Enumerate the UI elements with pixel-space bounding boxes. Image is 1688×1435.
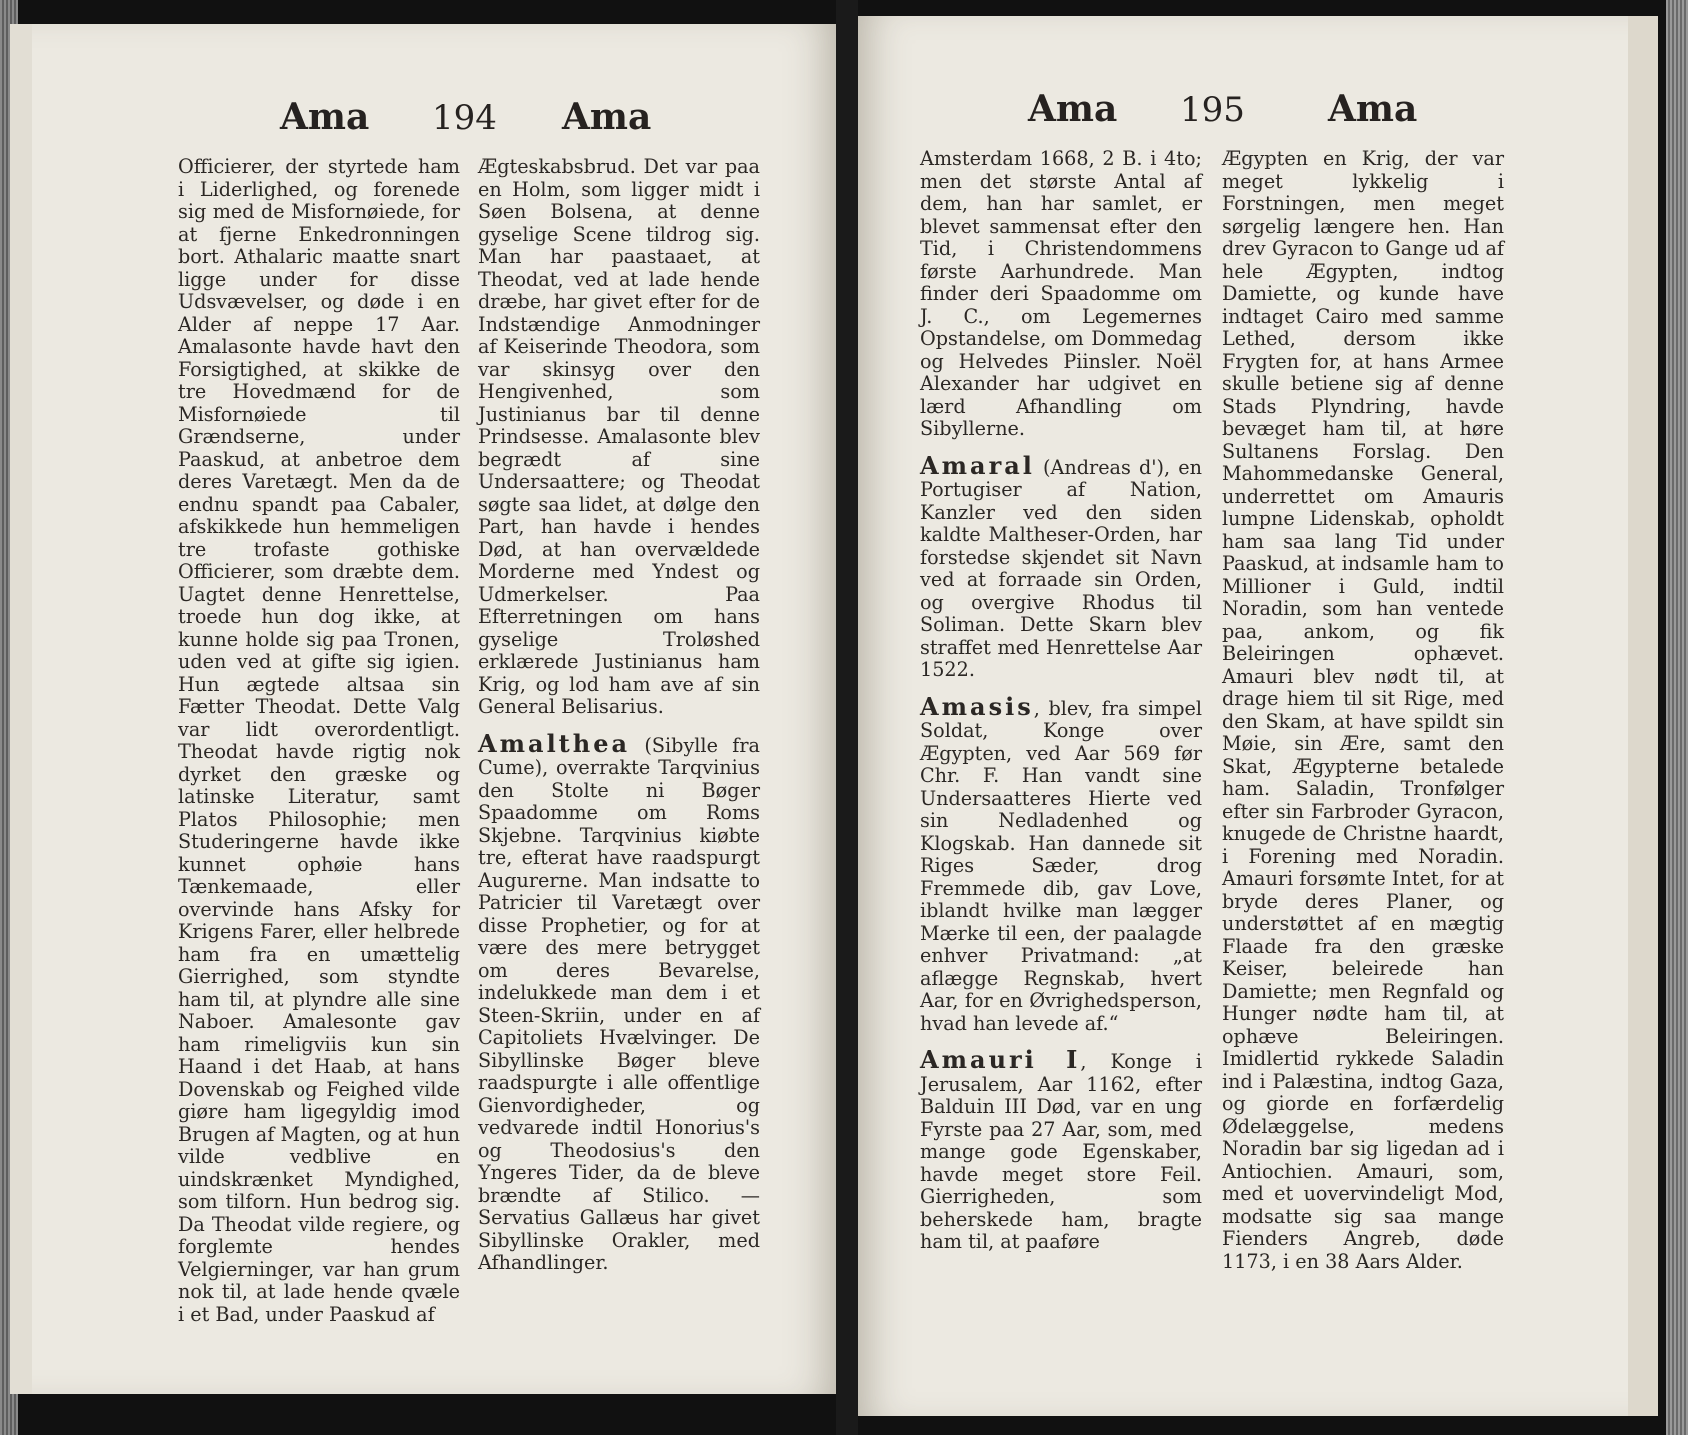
right-page-column-1 (920, 148, 1202, 1254)
entry-amasis-text: , blev, fra simpel Soldat, Konge over Ægypten, ved Aar 569 før Chr. F. Han vandt sine Undersaatteres Hierte ved sin Nedladenhed og Klogskab. Han dannede sit Riges Sæder, drog Fremmede dib, gav Love, iblandt hvilke man lægger Mærke til een, der paalagde enhver Privatmand: „at aflægge Regnskab, hvert Aar, for en Øvrighedsperson, hvad han levede af.“ (920, 696, 1202, 1035)
left-page-number: 194 (432, 98, 497, 138)
entry-amaral-lemma: Amaral (920, 450, 1035, 480)
entry-amasis-lemma: Amasis (920, 691, 1034, 721)
right-book-edge (1666, 0, 1688, 1435)
right-page-header (858, 88, 1628, 138)
right-header-headword-right: Ama (1328, 88, 1418, 130)
entry-amauri-lemma: Amauri I (920, 1045, 1081, 1074)
left-col1-text: Officierer, der styrtede ham i Liderlighed, og forenede sig med de Misfornøiede, for at fjerne Enkedronningen bort. Athalaric maatte snart ligge under for disse Udsvævelser, og døde i en Alder af neppe 17 Aar. Amalasonte havde havt den Forsigtighed, at skikke de tre Hovedmænd for de Misfornøiede til Grændserne, under Paaskud, at anbetroe dem deres Varetægt. Men da de endnu spandt paa Cabaler, afskikkede hun hemmeligen tre trofaste gothiske Officierer, som dræbte dem. Uagtet denne Henrettelse, troede hun dog ikke, at kunne holde sig paa Tronen, uden ved at gifte sig igien. Hun ægtede altsaa sin Fætter Theodat. Dette Valg var lidt overordentligt. Theodat havde rigtig nok dyrket den græske og latinske Literatur, samt Platos Philosophie; men Studeringerne havde ikke kunnet ophøie hans Tænkemaade, eller overvinde hans Afsky for Krigens Farer, eller helbrede ham fra en umættelig Gierrighed, som styndte ham til, at plyndre alle sine Naboer. Amalesonte gav ham rimeligviis kun sin Haand i det Haab, at hans Dovenskab og Feighed vilde giøre ham ligegyldig imod Brugen af Magten, og at hun vilde vedblive en uindskrænket Myndighed, som tilforn. Hun bedrog sig. Da Theodat vilde regiere, og forglemte hendes Velgierninger, var han grum nok til, at lade hende qvæle i et Bad, under Paaskud af (178, 155, 460, 1326)
left-header-headword-right: Ama (562, 96, 652, 138)
right-col2-text: Ægypten en Krig, der var meget lykkelig i Forstningen, men meget sørgelig længere hen. Han drev Gyracon to Gange ud af hele Ægypten, indtog Damiette, og kunde have indtaget Cairo med samme Lethed, dersom ikke Frygten for, at hans Armee skulle betiene sig af denne Stads Plyndring, havde bevæget ham til, at høre Sultanens Forslag. Den Mahommedanske General, underrettet om Amauris lumpne Lidenskab, opholdt ham saa lang Tid under Paaskud, at indsamle ham to Millioner i Guld, indtil Noradin, som han ventede paa, ankom, og fik Beleiringen ophævet. Amauri blev nødt til, at drage hiem til sit Rige, med den Skam, at have spildt sin Møie, sin Ære, samt den Skat, Ægypterne betalede ham. Saladin, Tronfølger efter sin Farbroder Gyracon, knugede de Christne haardt, i Forening med Noradin. Amauri forsømte Intet, for at bryde deres Planer, og understøttet af en mægtig Flaade fra den græske Keiser, beleirede han Damiette; men Regnfald og Hunger nødte ham til, at ophæve Beleiringen. Imidlertid rykkede Saladin ind i Palæstina, indtog Gaza, og giorde en forfærdelig Ødelæggelse, medens Noradin bar sig ligedan ad i Antiochien. Amauri, som, med et uovervindeligt Mod, modsatte sig saa mange Fienders Angreb, døde 1173, i en 38 Aars Alder. (1222, 147, 1504, 1273)
entry-amauri (920, 1045, 1202, 1254)
entry-amalthea-lemma: Amalthea (478, 728, 631, 758)
left-header-headword-left: Ama (280, 96, 370, 138)
left-page-header (32, 96, 836, 146)
left-col2-intro: Ægteskabsbrud. Det var paa en Holm, som ligger midt i Søen Bolsena, at denne gyselige Scene tildrog sig. Man har paastaaet, at Theodat, ved at lade hende dræbe, har givet efter for de Indstændige Anmodninger af Keiserinde Theodora, som var skinsyg over den Hengivenhed, som Justinianus bar til denne Prindsesse. Amalasonte blev begrædt af sine Undersaattere; og Theodat søgte saa lidet, at dølge den Part, han havde i hendes Død, at han overvældede Morderne med Yndest og Udmerkelser. Paa Efterretningen om hans gyselige Troløshed erklærede Justinianus ham Krig, og lod ham ave af sin General Belisarius. (478, 155, 760, 718)
entry-amaral (920, 450, 1202, 682)
entry-amalthea (478, 728, 760, 1275)
right-header-headword-left: Ama (1028, 88, 1118, 130)
entry-amalthea-text: (Sibylle fra Cume), overrakte Tarqvinius den Stolte ni Bøger Spaadomme om Roms Skjebne. Tarqvinius kiøbte tre, efterat have raadspurgt Augurerne. Man indsatte to Patricier til Varetægt over disse Prophetier, og for at være des mere betrygget om deres Bevarelse, indelukkede man dem i et Steen-Skriin, under en af Capitoliets Hvælvinger. De Sibyllinske Bøger bleve raadspurgte i alle offentlige Gienvordigheder, og vedvarede indtil Honorius's og Theodosius's den Yngeres Tider, da de bleve brændte af Stilico. — Servatius Gallæus har givet Sibyllinske Orakler, med Afhandlinger. (478, 733, 760, 1274)
entry-amauri-text: , Konge i Jerusalem, Aar 1162, efter Balduin III Død, var en ung Fyrste paa 27 Aar, som, med mange gode Egenskaber, havde meget store Feil. Gierrigheden, som beherskede ham, bragte ham til, at paaføre (920, 1050, 1202, 1253)
left-page (10, 24, 836, 1394)
right-page (858, 16, 1658, 1416)
right-page-number: 195 (1180, 90, 1245, 130)
left-page-column-2 (478, 156, 760, 1275)
left-page-column-1 (178, 156, 460, 1326)
book-gutter (836, 0, 858, 1435)
entry-amasis (920, 691, 1202, 1036)
right-page-column-2 (1222, 148, 1504, 1273)
right-col1-intro: Amsterdam 1668, 2 B. i 4to; men det største Antal af dem, han har samlet, er blevet sammensat efter den Tid, i Christendommens første Aarhundrede. Man finder deri Spaadomme om J. C., om Legemernes Opstandelse, om Dommedag og Helvedes Piinsler. Noël Alexander har udgivet en lærd Afhandling om Sibyllerne. (920, 147, 1202, 440)
entry-amaral-text: (Andreas d'), en Portugiser af Nation, Kanzler ved den siden kaldte Maltheser-Orden, har forstedse skjendet sit Navn ved at forraade sin Orden, og overgive Rhodus til Soliman. Dette Skarn blev straffet med Henrettelse Aar 1522. (920, 455, 1202, 681)
